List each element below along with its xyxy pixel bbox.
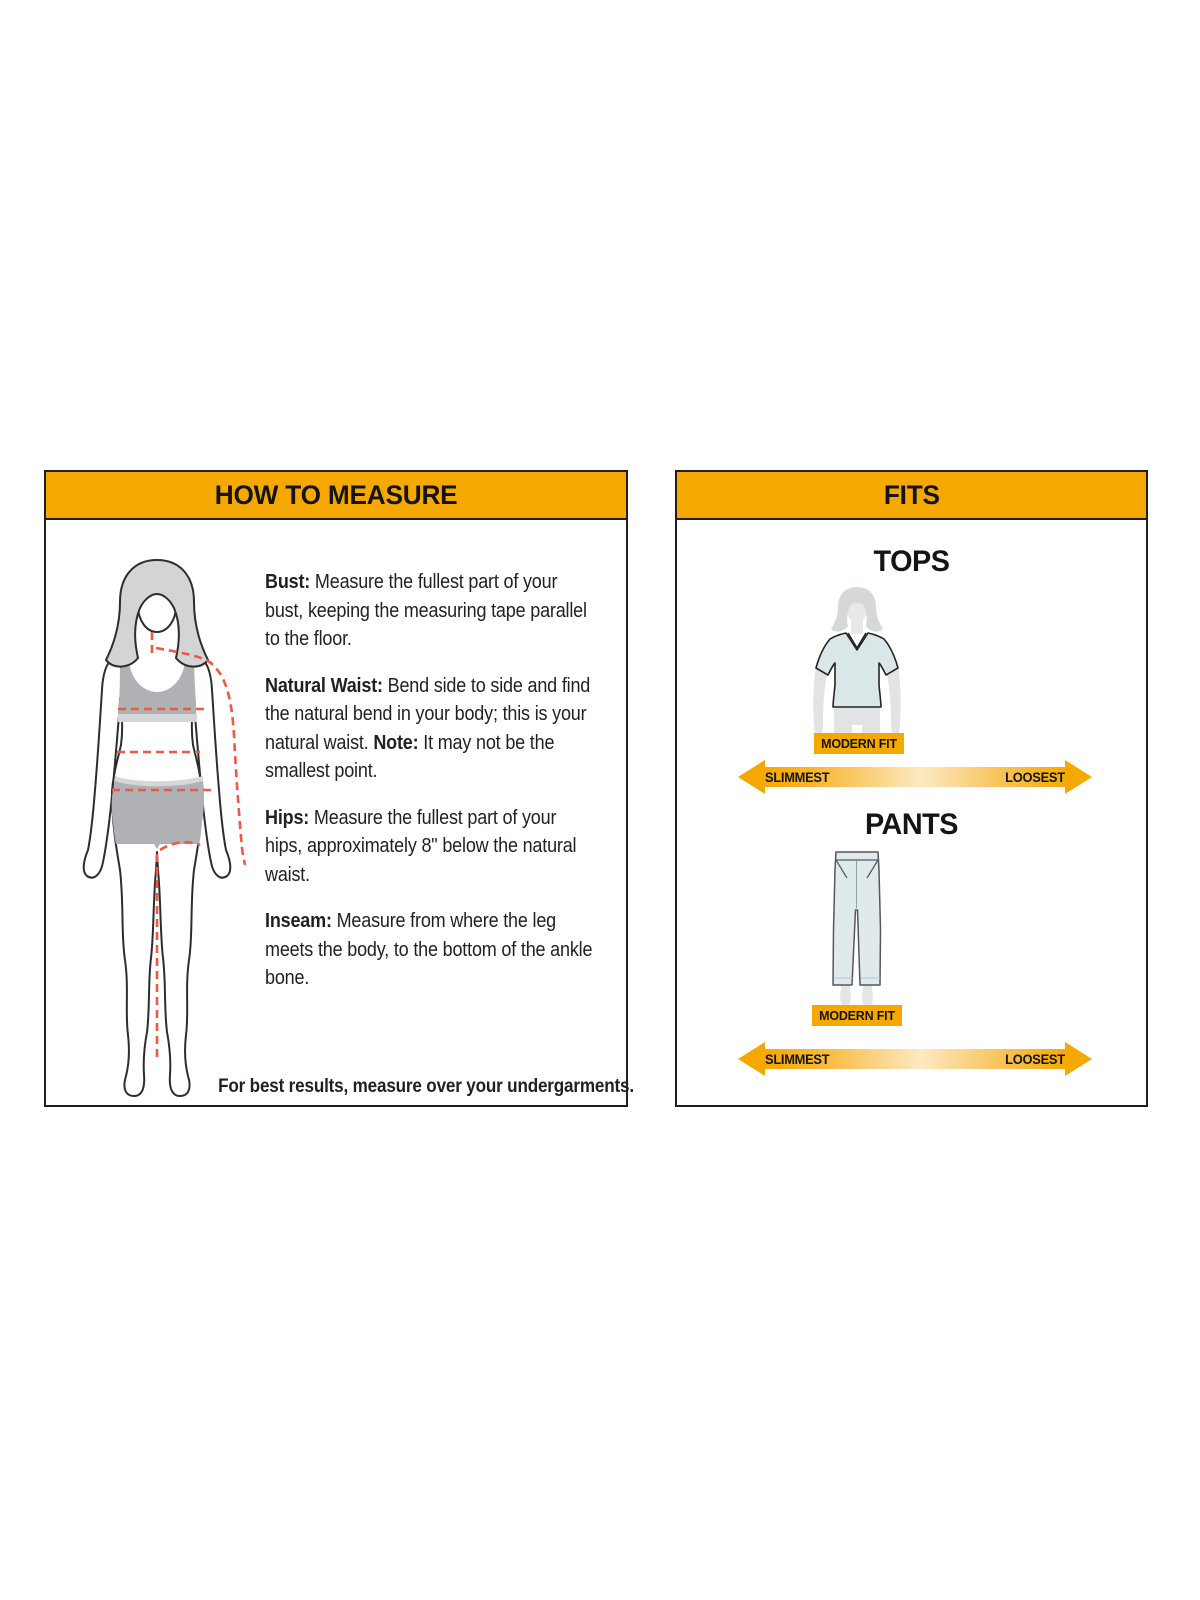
womens-pants-figure: [832, 850, 882, 1010]
tops-fit-badge: [814, 733, 904, 754]
tops-fit-scale-band: [761, 767, 1069, 787]
pants-fit-badge: [812, 1005, 902, 1026]
arrow-right-icon: [1065, 760, 1092, 794]
tops-heading: TOPS: [873, 545, 950, 578]
fits-panel: [675, 470, 1148, 1107]
measure-paragraph: Bust: Measure the fullest part of your bust, keeping the measuring tape parallel to the floor.: [265, 571, 587, 650]
tee-shape: [816, 633, 898, 707]
pants-heading: PANTS: [864, 808, 959, 841]
tops-fit-badge-label: MODERN FIT: [821, 736, 897, 751]
measure-paragraph: Hips: Measure the fullest part of your hips, approximately 8" below the natural waist.: [265, 806, 577, 886]
bra-band: [118, 714, 197, 722]
tops-scale-slimmest-label: SLIMMEST: [765, 769, 830, 785]
body-measurement-figure: [60, 540, 260, 1100]
pants-scale-slimmest-label: SLIMMEST: [765, 1051, 830, 1067]
how-to-measure-panel: [44, 470, 634, 1107]
fits-header: [677, 472, 1146, 520]
measure-instructions: [265, 568, 596, 1011]
tops-scale-loosest-label: LOOSEST: [1005, 769, 1065, 785]
pants-fit-scale-band: [761, 1049, 1069, 1069]
tops-fit-scale: [738, 760, 1092, 794]
how-to-measure-header: [46, 472, 626, 520]
measure-note: For best results, measure over your undergarments.: [218, 1076, 634, 1097]
measure-paragraph: Natural Waist: Bend side to side and find the natural bend in your body; this is your natural waist. Note: It may not be the smallest point.: [265, 674, 591, 782]
pants-scale-loosest-label: LOOSEST: [1005, 1051, 1065, 1067]
measure-paragraph: Inseam: Measure from where the leg meets the body, to the bottom of the ankle bone.: [265, 910, 593, 989]
pants-fit-scale: [738, 1042, 1092, 1076]
how-to-measure-title: HOW TO MEASURE: [214, 479, 458, 510]
arrow-right-icon: [1065, 1042, 1092, 1076]
pants-fit-badge-label: MODERN FIT: [819, 1008, 895, 1023]
fits-title: FITS: [883, 479, 940, 510]
